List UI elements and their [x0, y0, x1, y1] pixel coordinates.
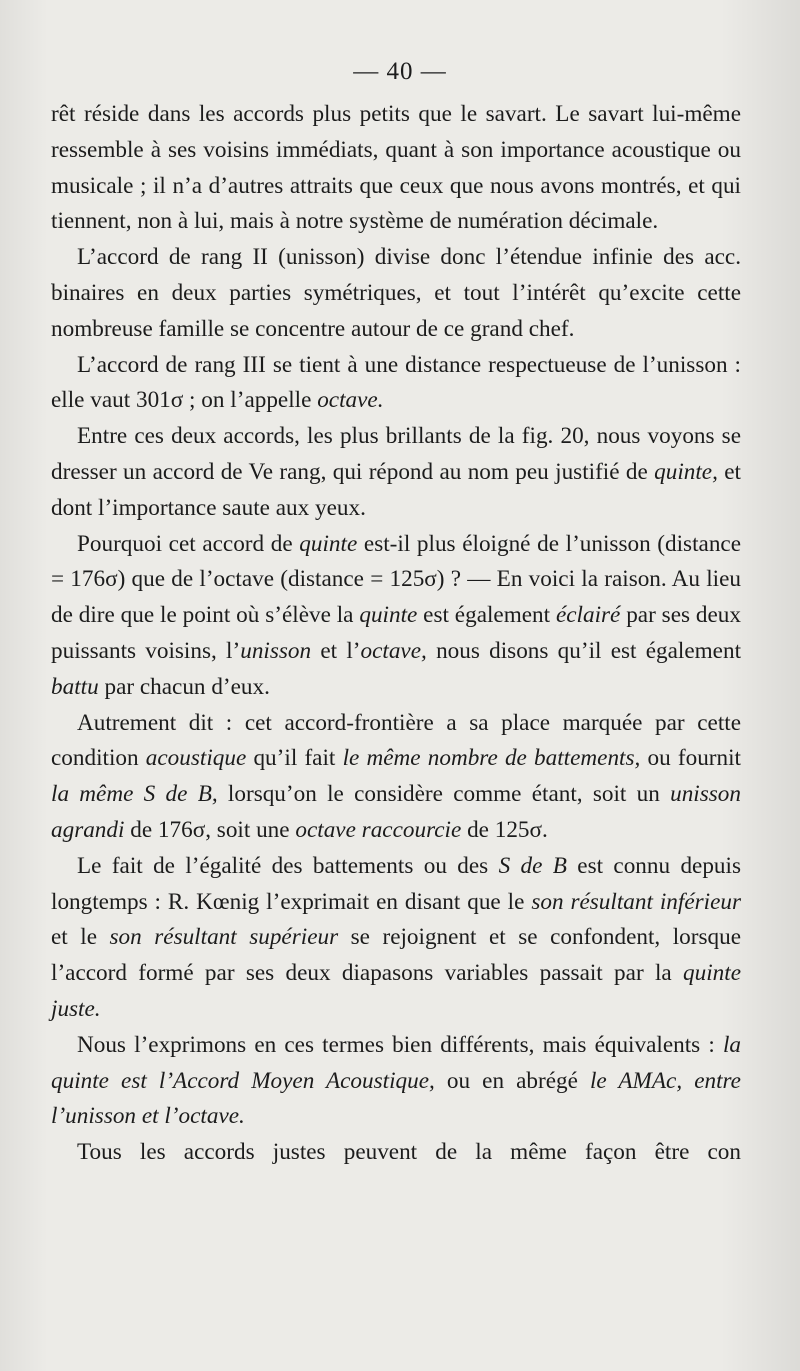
italic-text: unisson agrandi — [51, 781, 741, 843]
text-run: de 176σ, soit une — [124, 816, 296, 843]
text-run: Entre ces deux accords, les plus brillants de la fig. 20, nous voyons se dresser un accord de Ve rang, qui répond au nom peu justifié de — [51, 423, 741, 485]
text-run: L’accord de rang II (unisson) divise donc l’étendue infinie des acc. binaires en deux parties symétriques, et tout l’intérêt qu’excite cette nombreuse famille se concentre autour de ce grand chef. — [51, 244, 741, 342]
page-number: — 40 — — [353, 58, 447, 85]
text-run: ou en abrégé — [434, 1067, 590, 1094]
italic-text: son résultant supérieur — [109, 924, 339, 951]
text-run: rêt réside dans les accords plus petits que le savart. Le savart lui-même ressemble à ses voisins immédiats, quant à son importance acoustique ou musicale ; il n’a d’autres attraits que ceux que nous avons montrés, et qui tiennent, non à lui, mais à notre système de numération décimale. — [51, 101, 741, 235]
paragraph-6 — [51, 706, 741, 849]
text-run: et l’ — [311, 637, 361, 664]
italic-text: acoustique — [145, 745, 247, 772]
text-run: Pourquoi cet accord de — [77, 530, 300, 557]
paragraph-4 — [51, 419, 741, 526]
italic-text: le AMAc, entre l’unisson et l’octave. — [51, 1067, 741, 1130]
text-run: Nous l’exprimons en ces termes bien différents, mais équivalents : — [77, 1031, 723, 1058]
paragraph-7 — [51, 849, 741, 1028]
text-run: Tous les accords justes peuvent de la même façon être con — [77, 1139, 741, 1166]
text-run: est connu depuis longtemps : R. Kœnig l’exprimait en disant que le — [51, 852, 741, 915]
text-run: se rejoignent et se confondent, lorsque l’accord formé par ses deux diapasons variables passait par la — [51, 924, 741, 987]
italic-text: la même S de B, — [51, 781, 218, 808]
italic-text: S de B — [498, 852, 567, 879]
text-run: et dont l’importance saute aux yeux. — [51, 458, 741, 521]
italic-text: unisson — [240, 637, 312, 664]
text-run: est également — [417, 602, 556, 629]
paragraph-3 — [51, 348, 741, 420]
text-run: est-il plus éloigné de l’unisson (distance = 176σ) que de l’octave (distance = 125σ) ? — En voici la raison. Au lieu de dire que le point où s’élève la — [51, 530, 741, 629]
paragraph-8 — [51, 1028, 741, 1135]
text-run: L’accord de rang III se tient à une distance respectueuse de l’unisson : elle vaut 301σ ; on l’appelle — [51, 351, 741, 414]
italic-text: octave, — [360, 637, 427, 664]
italic-text: quinte — [359, 602, 418, 629]
text-run: Autrement dit : cet accord-frontière a sa place marquée par cette condition — [51, 709, 741, 772]
text-run: Le fait de l’égalité des battements ou des — [77, 852, 499, 879]
italic-text: le même nombre de battements, — [342, 745, 641, 772]
text-run: de 125σ. — [461, 816, 548, 843]
italic-text: quinte — [299, 530, 358, 557]
text-run: qu’il fait — [246, 745, 343, 772]
body-text — [51, 97, 741, 1171]
text-run: par chacun d’eux. — [98, 673, 270, 700]
italic-text: quinte juste. — [51, 960, 741, 1022]
italic-text: octave raccourcie — [295, 816, 462, 843]
paragraph-1 — [51, 97, 741, 240]
italic-text: la quinte est l’Accord Moyen Acoustique, — [51, 1031, 741, 1094]
text-run: lorsqu’on le considère comme étant, soit un — [217, 781, 671, 808]
paragraph-5 — [51, 527, 741, 706]
italic-text: son résultant inférieur — [531, 888, 741, 915]
italic-text: octave. — [317, 387, 384, 414]
text-run: ou fournit — [640, 745, 741, 772]
text-run: nous disons qu’il est également — [426, 637, 742, 664]
text-run: par ses deux puissants voisins, l’ — [51, 602, 741, 664]
italic-text: quinte, — [654, 458, 718, 485]
paragraph-2 — [51, 240, 741, 347]
italic-text: battu — [51, 673, 99, 700]
text-run: et le — [51, 924, 110, 951]
italic-text: éclairé — [555, 602, 621, 629]
paragraph-9 — [51, 1135, 741, 1171]
